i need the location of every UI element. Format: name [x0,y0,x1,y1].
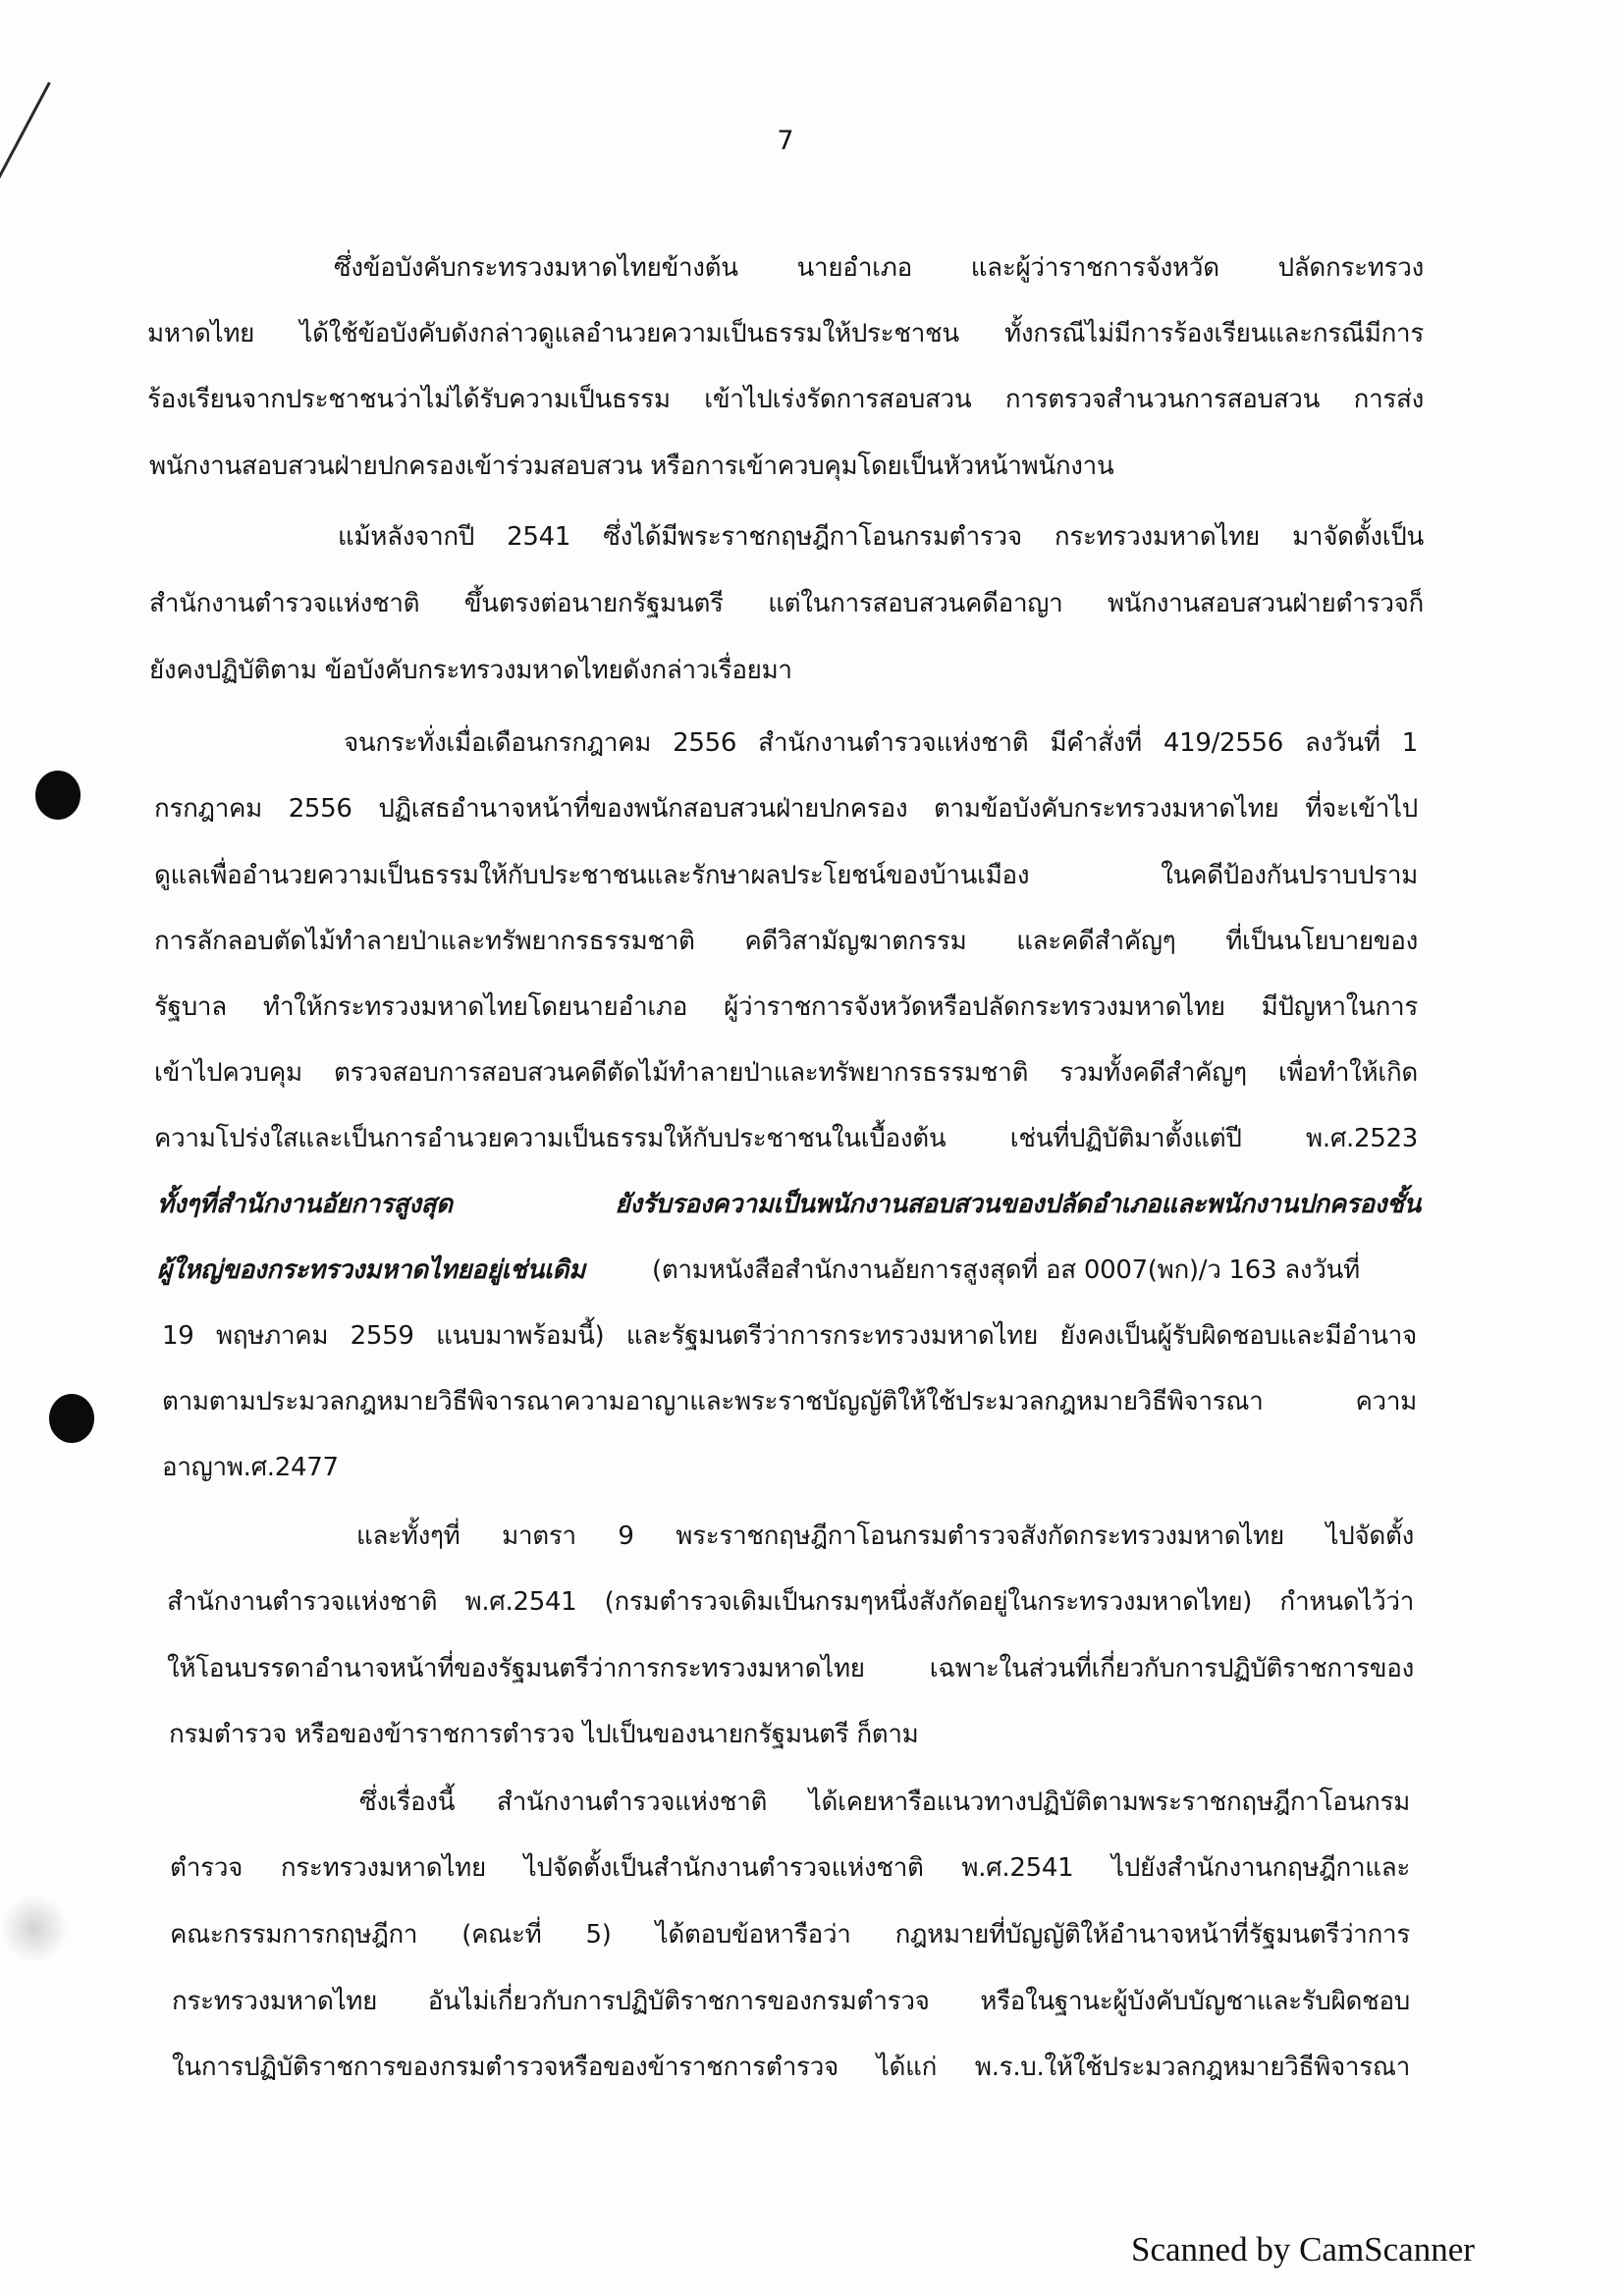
paragraph-3-line-10: ตามตามประมวลกฎหมายวิธีพิจารณาความอาญาและพระราชบัญญัติให้ใช้ประมวลกฎหมายวิธีพิจารณา ความ [162,1387,1417,1416]
paragraph-5-line-5: ในการปฏิบัติราชการของกรมตำรวจหรือของข้าราชการตำรวจ ได้แก่ พ.ร.บ.ให้ใช้ประมวลกฎหมายวิธีพิจารณา [172,2053,1410,2082]
paragraph-3-line-2: กรกฎาคม 2556 ปฏิเสธอำนาจหน้าที่ของพนักสอบสวนฝ่ายปกครอง ตามข้อบังคับกระทรวงมหาดไทย ที่จะเข้าไป [154,794,1418,824]
scan-smudge [0,1895,69,1963]
paragraph-4-line-4: กรมตำรวจ หรือของข้าราชการตำรวจ ไปเป็นของนายกรัฐมนตรี ก็ตาม [169,1720,919,1749]
paragraph-3-line-9: 19 พฤษภาคม 2559 แนบมาพร้อมนี้) และรัฐมนตรีว่าการกระทรวงมหาดไทย ยังคงเป็นผู้รับผิดชอบและมีอำนาจ [162,1321,1417,1351]
punch-hole-top [35,771,81,820]
paragraph-3-line-6: เข้าไปควบคุม ตรวจสอบการสอบสวนคดีตัดไม้ทำลายป่าและทรัพยากรธรรมชาติ รวมทั้งคดีสำคัญๆ เพื่อทำให้เกิด [154,1058,1418,1088]
paragraph-1-line-2: มหาดไทย ได้ใช้ข้อบังคับดังกล่าวดูแลอำนวยความเป็นธรรมให้ประชาชน ทั้งกรณีไม่มีการร้องเรียนและกรณีมีการ [147,319,1424,348]
page-number: 7 [777,126,794,156]
paragraph-3-emphasis-line-1: ทั้งๆที่สำนักงานอัยการสูงสุด ยังรับรองความเป็นพนักงานสอบสวนของปลัดอำเภอและพนักงานปกครองชั้น [157,1190,1421,1219]
paragraph-2-line-3: ยังคงปฏิบัติตาม ข้อบังคับกระทรวงมหาดไทยดังกล่าวเรื่อยมา [149,656,792,685]
paragraph-3-line-3: ดูแลเพื่ออำนวยความเป็นธรรมให้กับประชาชนและรักษาผลประโยชน์ของบ้านเมือง ในคดีป้องกันปราบปราม [154,861,1418,890]
scanner-watermark: Scanned by CamScanner [1131,2230,1475,2269]
paragraph-3-line-7: ความโปร่งใสและเป็นการอำนวยความเป็นธรรมให้กับประชาชนในเบื้องต้น เช่นที่ปฏิบัติมาตั้งแต่ปี พ.ศ.2523 [154,1124,1418,1153]
paragraph-4-line-3: ให้โอนบรรดาอำนาจหน้าที่ของรัฐมนตรีว่าการกระทรวงมหาดไทย เฉพาะในส่วนที่เกี่ยวกับการปฏิบัติราชการของ [167,1654,1414,1683]
paragraph-1-line-3: ร้องเรียนจากประชาชนว่าไม่ได้รับความเป็นธรรม เข้าไปเร่งรัดการสอบสวน การตรวจสำนวนการสอบสวน การส่ง [147,385,1424,414]
paragraph-3-line-4: การลักลอบตัดไม้ทำลายป่าและทรัพยากรธรรมชาติ คดีวิสามัญฆาตกรรม และคดีสำคัญๆ ที่เป็นนโยบายของ [154,927,1418,956]
paragraph-3-line-1: จนกระทั่งเมื่อเดือนกรกฎาคม 2556 สำนักงานตำรวจแห่งชาติ มีคำสั่งที่ 419/2556 ลงวันที่ 1 [344,728,1418,758]
paragraph-1-line-1: ซึ่งข้อบังคับกระทรวงมหาดไทยข้างต้น นายอำเภอ และผู้ว่าราชการจังหวัด ปลัดกระทรวง [334,253,1424,283]
paragraph-3-line-5: รัฐบาล ทำให้กระทรวงมหาดไทยโดยนายอำเภอ ผู้ว่าราชการจังหวัดหรือปลัดกระทรวงมหาดไทย มีปัญหาในการ [154,992,1418,1022]
paragraph-2-line-2: สำนักงานตำรวจแห่งชาติ ขึ้นตรงต่อนายกรัฐมนตรี แต่ในการสอบสวนคดีอาญา พนักงานสอบสวนฝ่ายตำรวจก็ [149,589,1424,618]
paragraph-5-line-3: คณะกรรมการกฤษฎีกา (คณะที่ 5) ได้ตอบข้อหารือว่า กฎหมายที่บัญญัติให้อำนาจหน้าที่รัฐมนตรีว่าการ [170,1920,1410,1949]
paragraph-3-reference: (ตามหนังสือสำนักงานอัยการสูงสุดที่ อส 0007(พก)/ว 163 ลงวันที่ [652,1255,1360,1285]
paragraph-3-line-11: อาญาพ.ศ.2477 [162,1453,339,1482]
punch-hole-bottom [49,1394,94,1443]
paragraph-2-line-1: แม้หลังจากปี 2541 ซึ่งได้มีพระราชกฤษฎีกาโอนกรมตำรวจ กระทรวงมหาดไทย มาจัดตั้งเป็น [338,522,1424,552]
paragraph-5-line-1: ซึ่งเรื่องนี้ สำนักงานตำรวจแห่งชาติ ได้เคยหารือแนวทางปฏิบัติตามพระราชกฤษฎีกาโอนกรม [359,1788,1410,1817]
paragraph-5-line-4: กระทรวงมหาดไทย อันไม่เกี่ยวกับการปฏิบัติราชการของกรมตำรวจ หรือในฐานะผู้บังคับบัญชาและรับผิดชอบ [172,1987,1410,2016]
paragraph-4-line-2: สำนักงานตำรวจแห่งชาติ พ.ศ.2541 (กรมตำรวจเดิมเป็นกรมๆหนึ่งสังกัดอยู่ในกระทรวงมหาดไทย) กำหนดไว้ว่า [167,1587,1414,1617]
paragraph-1-line-4: พนักงานสอบสวนฝ่ายปกครองเข้าร่วมสอบสวน หรือการเข้าควบคุมโดยเป็นหัวหน้าพนักงาน [149,452,1114,481]
paragraph-3-emphasis-line-2: ผู้ใหญ่ของกระทรวงมหาดไทยอยู่เช่นเดิม [157,1255,585,1285]
paragraph-5-line-2: ตำรวจ กระทรวงมหาดไทย ไปจัดตั้งเป็นสำนักงานตำรวจแห่งชาติ พ.ศ.2541 ไปยังสำนักงานกฤษฎีกาและ [170,1853,1410,1883]
paragraph-4-line-1: และทั้งๆที่ มาตรา 9 พระราชกฤษฎีกาโอนกรมตำรวจสังกัดกระทรวงมหาดไทย ไปจัดตั้ง [356,1522,1414,1551]
